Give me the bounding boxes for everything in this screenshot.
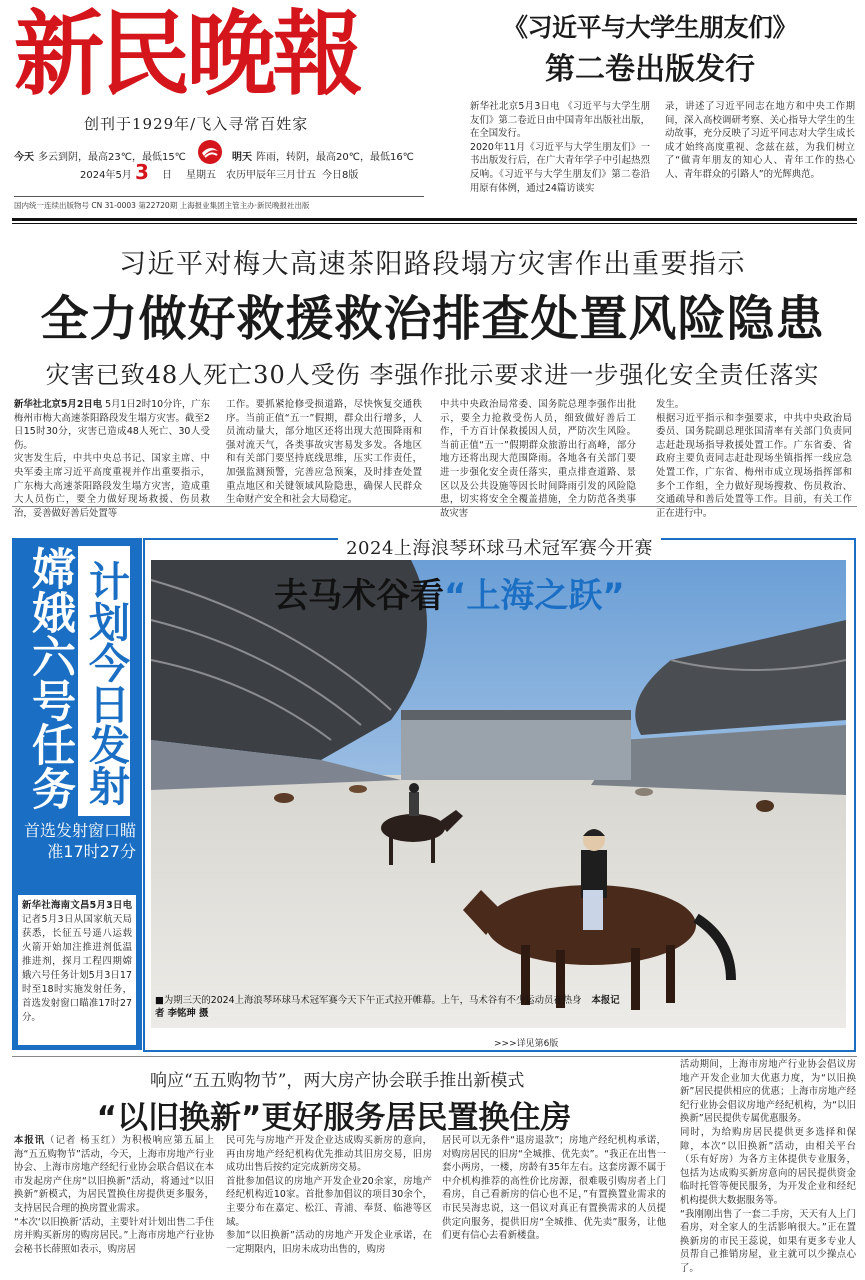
weather-tomorrow-label: 明天: [232, 152, 252, 163]
newspaper-emblem-icon: [196, 138, 224, 166]
photo-caption: [155, 994, 625, 1020]
edition-count: 今日8版: [322, 170, 359, 181]
chang-e-dateline: 新华社海南文昌5月3日电: [22, 900, 132, 911]
section-divider: [12, 506, 857, 507]
feature-headline-highlight: “上海之跃”: [444, 576, 625, 616]
bottom-story-column-3: 居民可以无条件“退房退款”；房地产经纪机构承诺，对购房居民的旧房“全城推、优先卖”。“我正在出售一套小两房，一楼，房龄有35年左右。这套房源不属于中介机构推荐的高性价比房源，很难吸引购房者上门看房，自己看新房的信心也不足，”有置换置业需求的市民吴海忠说，这一倡议对真正有置换需求的人员提供定向服务，提供旧房“全城推、优先卖”服务，让他们更有信心去看新楼盘。: [442, 1135, 666, 1242]
chang-e-title-2: 计划今日发射: [78, 546, 130, 816]
bottom-story-kicker: 响应“五五购物节”，两大房产协会联手推出新模式: [150, 1071, 525, 1091]
date-day-unit: 日: [162, 170, 172, 181]
photo-credit: 本报记者 李铭珅 摄: [155, 995, 620, 1019]
weather-today: [14, 148, 186, 163]
weather-tomorrow-text: 阵雨，转阴，最高20℃，最低16℃: [256, 152, 414, 163]
chang-e-body: [22, 899, 132, 1025]
weather-today-label: 今天: [14, 152, 34, 163]
date-lunar: 农历甲辰年三月廿五: [226, 170, 316, 181]
weather-today-text: 多云到阴，最高23℃，最低15℃: [38, 152, 186, 163]
bottom-story-column-2: 民可先与房地产开发企业达成购买新房的意向，再由房地产经纪机构优先推动其旧房交易，旧房成功出售后按约定完成新房交易。 首批参加倡议的房地产开发企业20余家，房地产经纪机构近10家。首批参加倡议的项目30余个，主要分布在嘉定、松江、青浦、奉贤、临港等区域。 参加“以旧换新”活动的房地产开发企业承诺，在一定期限内，旧房未成功出售的，购房: [226, 1135, 432, 1255]
top-story-column-2: 录，讲述了习近平同志在地方和中央工作期间，深入高校调研考察、关心指导大学生的生动故事，充分反映了习近平同志对大学生成长成才始终高度重视、念兹在兹，为我们树立了“做青年朋友的知心人、青年工作的热心人、青年群众的引路人”的光辉典范。: [665, 101, 855, 180]
bottom-story-column-1: [14, 1134, 214, 1280]
date-day: 3: [135, 160, 149, 184]
bottom-story-column-1-text: （记者 杨玉红）为积极响应第五届上海“五五购物节”活动，今天，上海市房地产行业协会、上海市房地产经纪行业协会联合倡议在本市发起房产住房“以旧换新”活动，将通过“以旧换新”新模式，为居民置换住房提供更多服务，支持居民合理的换房置业需求。 “本次‘以旧换新’活动，主要针对计划出售二手住房并购买新房的购房居民。”上海市房地产行业协会秘书长薛照如表示，购房居: [14, 1135, 214, 1255]
lead-story-kicker: 习近平对梅大高速茶阳路段塌方灾害作出重要指示: [119, 249, 746, 280]
feature-kicker: 2024上海浪琴环球马术冠军赛今开赛: [338, 538, 661, 559]
lead-story-subhead: 灾害已致48人死亡30人受伤 李强作批示要求进一步强化安全责任落实: [45, 361, 820, 389]
bottom-story-dateline: 本报讯: [14, 1135, 46, 1146]
feature-headline-text: 去马术谷看: [274, 576, 444, 616]
feature-headline: [274, 568, 625, 617]
lead-story-column-3: 中共中央政治局常委、国务院总理李强作出批示，要全力抢救受伤人员，细致做好善后工作，千方百计保救援因人员，严防次生风险。当前正值“五一”假期群众旅游出行高峰，部分地方还将出现大范围降雨。各地各有关部门要进一步强化安全责任落实，重点排查道路、景区以及公共设施等因长时间降雨引发的风险隐患，切实将安全全覆盖措施，全力防范各类事故灾害: [440, 399, 636, 519]
weather-tomorrow: [232, 148, 414, 163]
bottom-story-headline: “以旧换新”更好服务居民置换住房: [96, 1100, 572, 1136]
lead-story-column-4: 发生。 根据习近平指示和李强要求，中共中央政治局委员、国务院副总理张国清率有关部门负责同志赶赴现场指导救援处置工作。广东省委、省政府主要负责同志赶赴现场坐镇指挥一线应急处置工作，广东省、梅州市成立现场指挥部和多个工作组，全力做好现场搜救、伤员救治、交通疏导和善后处置等工作。目前，有关工作正在进行中。: [656, 399, 852, 519]
top-story-headline-2: 第二卷出版发行: [545, 52, 755, 87]
lead-story-column-1: [14, 398, 210, 519]
bottom-story-column-4: 活动期间，上海市房地产行业协会倡议房地产开发企业加大优惠力度，为“以旧换新”居民提供相应的优惠；上海市房地产经纪行业协会倡议房地产经纪机构，为“以旧换新”居民提供专属优惠服务。 同时，为给购房居民提供更多选择和保障，本次“以旧换新”活动，由相关平台（乐有好房）为各方主体提供专业服务，包括为达成购买新房意向的居民提供资金临时托管等便民服务，为开发企业和经纪机构提供大数据服务等。 “我刚刚出售了一套二手房，天天有人上门看房，对全家人的生活影响很大。”正在置换新房的市民王蕊说，如果有更多专业人员帮自己推销房屋，业主就可以少操点心了。: [680, 1059, 856, 1274]
header-divider-thin: [12, 223, 857, 224]
date-year-month: 2024年5月: [80, 170, 132, 181]
top-story-column-1: 新华社北京5月3日电 《习近平与大学生朋友们》第二卷近日由中国青年出版社出版，在全国发行。 2020年11月《习近平与大学生朋友们》一书出版发行后，在广大青年学子中引起热烈反响。《习近平与大学生朋友们》第二卷沿用原有体例，通过24篇访谈实: [470, 101, 650, 194]
lead-story-column-2: 工作。要抓紧抢修受损道路，尽快恢复交通秩序。当前正值“五一”假期，群众出行增多，人员流动量大，部分地区还将出现大范围降雨和强对流天气，各类事故灾害易发多发。各地区和有关部门要坚持底线思维，压实工作责任，加强监测预警，完善应急预案，及时排查处置重点地区和关键领域风险隐患，确保人民群众生命财产安全和社会大局稳定。: [226, 399, 422, 506]
bottom-divider: [12, 1056, 857, 1057]
feature-kicker-wrap: [143, 534, 856, 560]
lead-story-column-1-text: 5月1日2时10分许，广东梅州市梅大高速茶阳路段发生塌方灾害。截至2日15时30分，灾害已造成48人死亡、30人受伤。 灾害发生后，中共中央总书记、国家主席、中央军委主席习近平高度重视并作出重要指示，广东梅大高速茶阳路段发生塌方灾害，造成重大人员伤亡，要全力做好现场救援、伤员救治，妥善做好善后处置等: [14, 399, 210, 519]
lead-story-dateline: 新华社北京5月2日电: [14, 399, 103, 410]
masthead-slogan: 创刊于1929年/飞入寻常百姓家: [84, 115, 309, 133]
chang-e-title-1: 嫦娥六号任务: [24, 546, 75, 810]
date-weekday: 星期五: [186, 170, 216, 181]
masthead-logo: 新民晚報: [14, 0, 359, 108]
equestrian-arena-photo: [151, 560, 846, 1028]
header-divider: [12, 218, 857, 221]
lead-story-headline: 全力做好救援救治排查处置风险隐患: [40, 291, 825, 347]
publication-info: 国内统一连续出版物号 CN 31-0003 第22720期 上海报业集团主管主办·新民晚报社出版: [14, 196, 424, 211]
chang-e-subtitle: 首选发射窗口瞄准17时27分: [23, 821, 136, 861]
see-more-link[interactable]: >>>详见第6版: [494, 1039, 559, 1049]
chang-e-body-box: [18, 895, 136, 1045]
chang-e-body-text: 记者5月3日从国家航天局获悉，长征五号遥八运载火箭开始加注推进剂低温推进剂，探月工程四期嫦娥六号任务计划5月3日17时至18时实施发射任务，首选发射窗口瞄准17时27分。: [22, 914, 132, 1023]
top-story-headline-1: 《习近平与大学生朋友们》: [502, 13, 797, 42]
photo-caption-text: ■为期三天的2024上海浪琴环球马术冠军赛今天下午正式拉开帷幕。上午，马术谷有不少运动员在热身: [155, 995, 582, 1006]
